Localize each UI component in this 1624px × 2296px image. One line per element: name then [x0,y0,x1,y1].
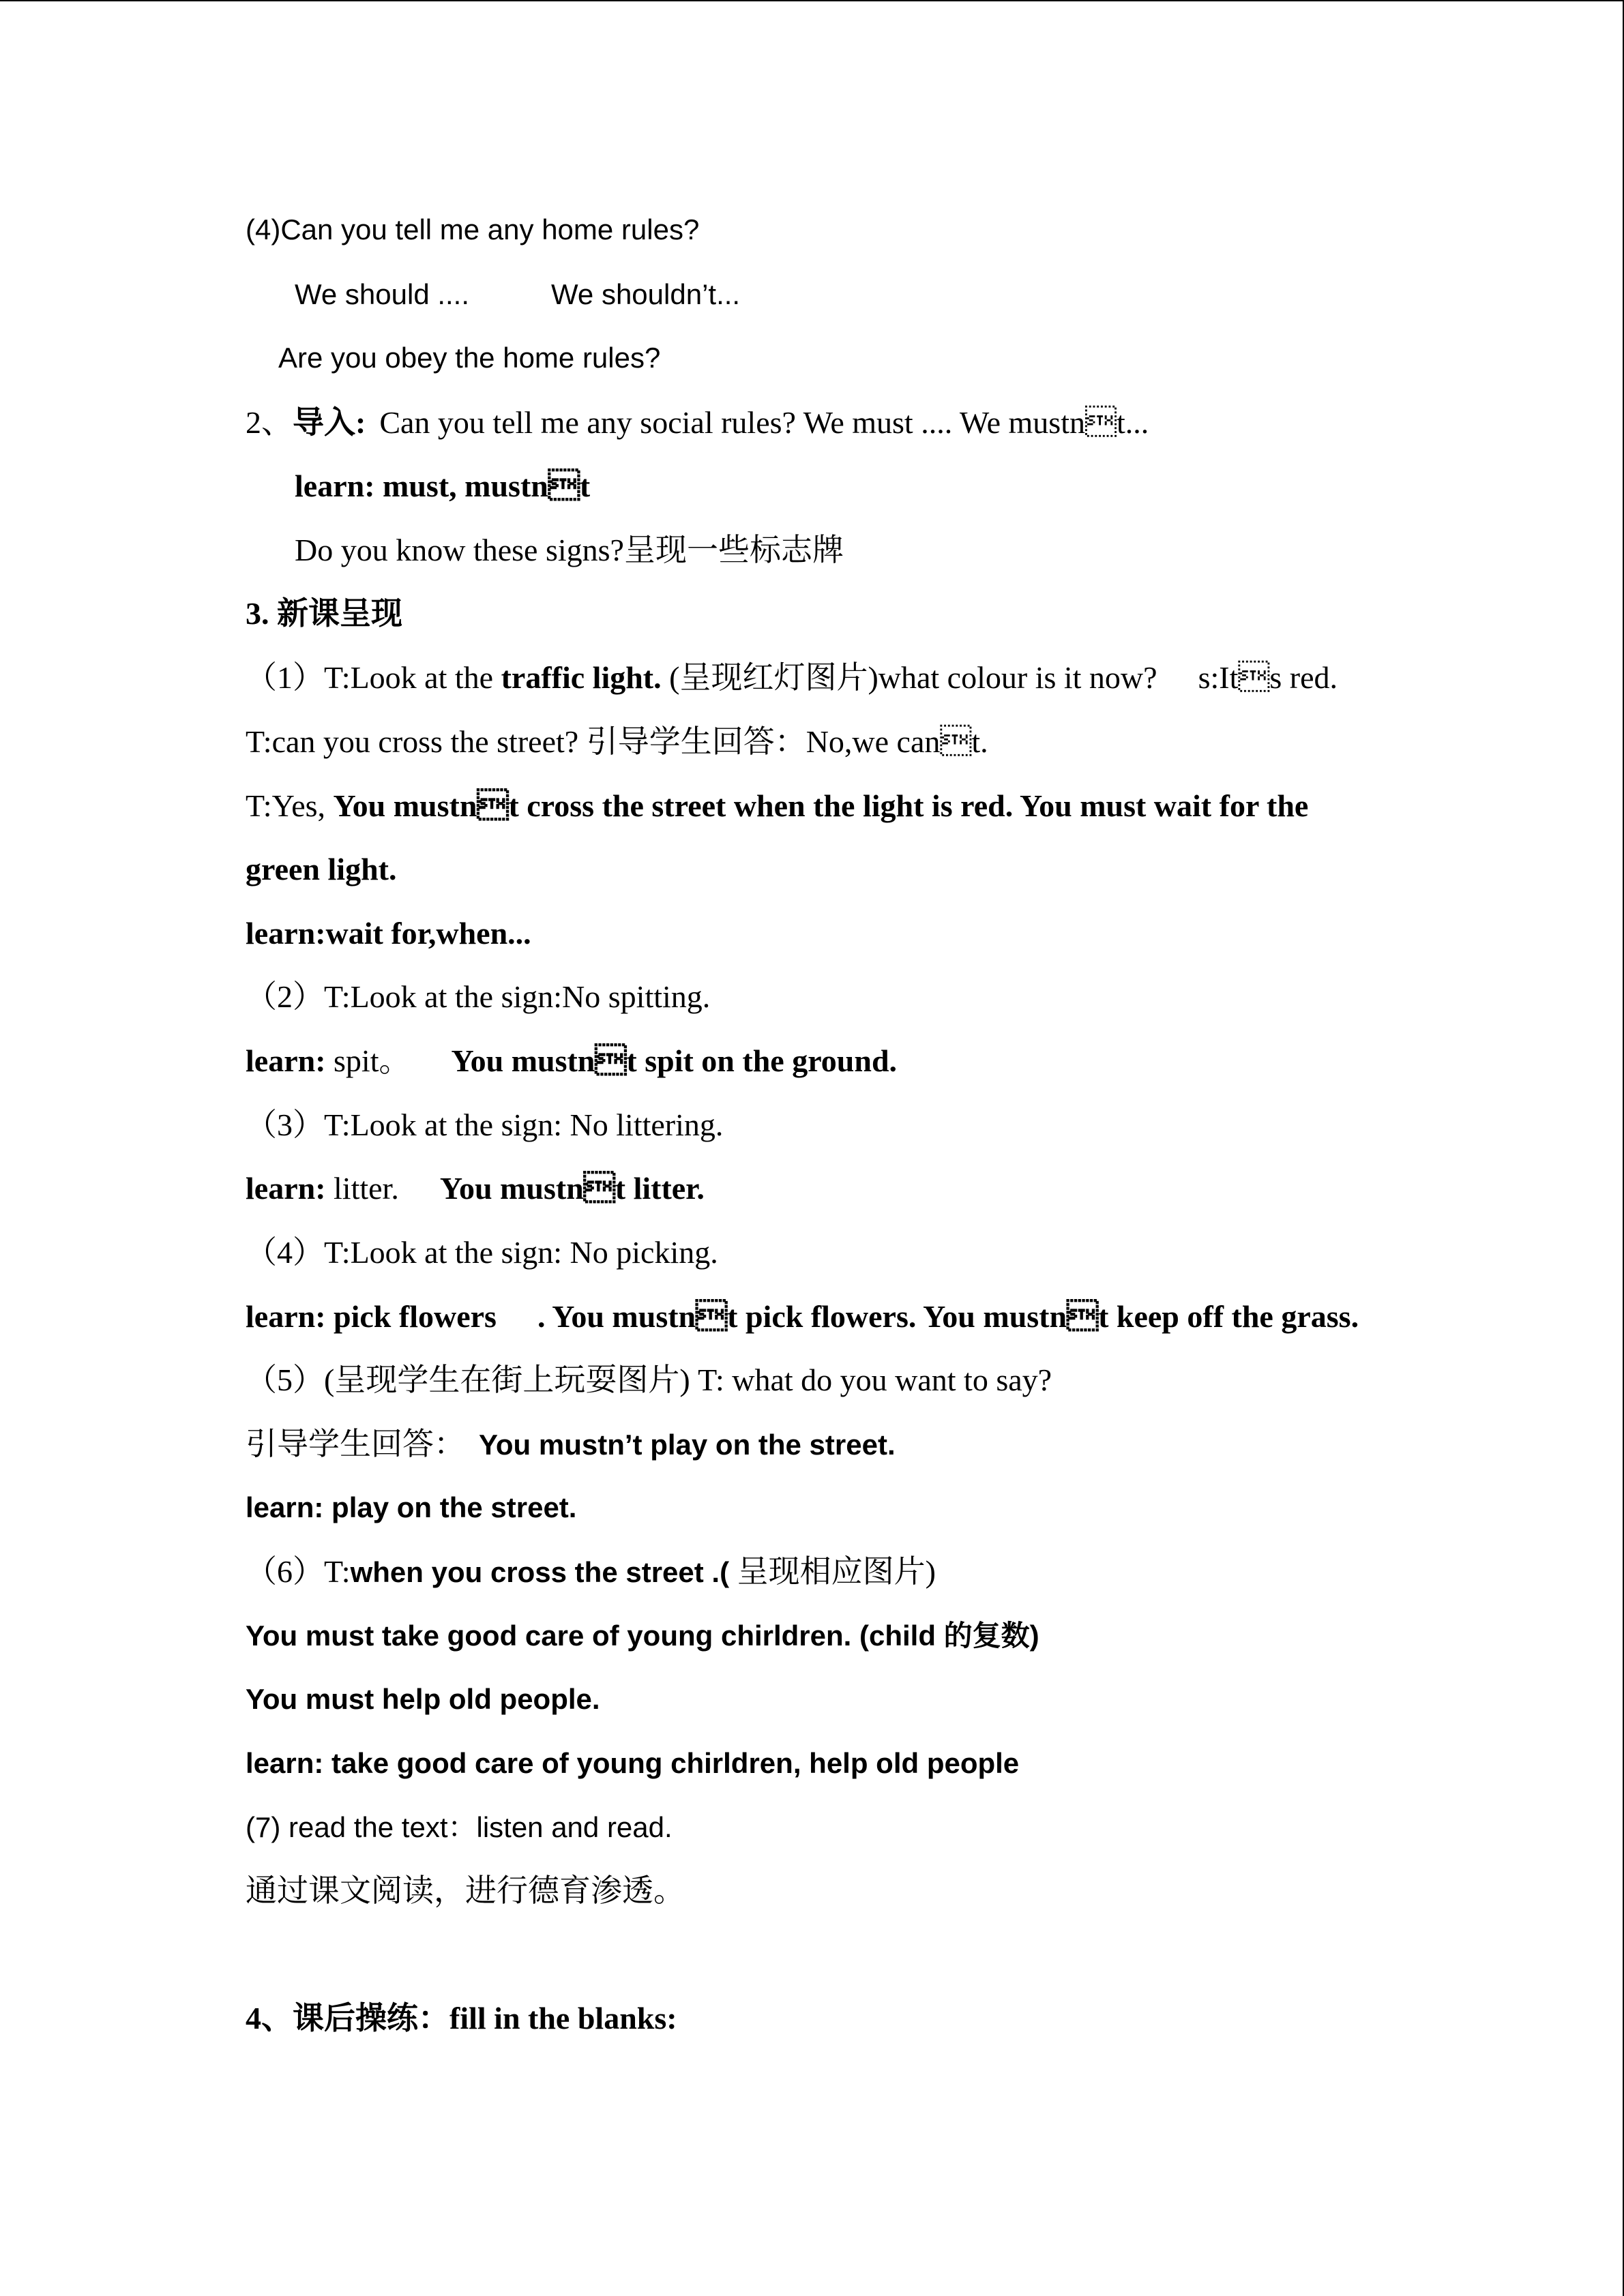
help-old-people: You must help old people. [246,1683,600,1715]
sign-no-littering: （3）T:Look at the sign: No littering. [246,1107,724,1142]
cross-street-prompt: （6）T:when you cross the street .( 呈现相应图片) [246,1554,936,1589]
learn-must-mustnt: learn: must, mustnt [295,468,591,503]
street-play-prompt: （5）(呈现学生在街上玩耍图片) T: what do you want to say? [246,1362,1052,1397]
guide-answer-line: 引导学生回答： You mustn’t play on the street. [246,1427,896,1461]
section-3-heading: 3. 新课呈现 [246,596,402,631]
learn-wait-for: learn:wait for,when... [246,916,531,951]
learn-litter: learn: litter. You mustnt litter. [246,1171,705,1206]
home-rules-question: (4)Can you tell me any home rules? [246,213,700,245]
should-shouldnt-line: We should .... We shouldn’t... [295,278,741,310]
sign-no-spitting: （2）T:Look at the sign:No spitting. [246,979,711,1014]
take-care-children: You must take good care of young chirldren. (child 的复数) [246,1620,1039,1652]
mustnt-cross-line: T:Yes, You mustnt cross the street when the light is red. You must wait for the [246,788,1309,823]
learn-pick-flowers: learn: pick flowers . You mustnt pick flowers. You mustnt keep off the grass. [246,1299,1359,1334]
learn-take-care: learn: take good care of young chirldren, help old people [246,1747,1020,1779]
sign-no-picking: （4）T:Look at the sign: No picking. [246,1235,718,1270]
obey-question: Are you obey the home rules? [278,342,661,374]
signs-question: Do you know these signs?呈现一些标志牌 [295,533,844,567]
moral-education-note: 通过课文阅读，进行德育渗透。 [246,1873,685,1908]
traffic-light-line: （1）T:Look at the traffic light. (呈现红灯图片)what colour is it now? s:Its red. [246,660,1338,695]
section-2-intro: 2、导入: Can you tell me any social rules? We must .... We mustnt... [246,405,1149,440]
learn-spit: learn: spit。 You mustnt spit on the ground. [246,1043,898,1078]
green-light-line: green light. [246,852,397,886]
read-the-text: (7) read the text：listen and read. [246,1811,673,1843]
cross-street-question: T:can you cross the street? 引导学生回答：No,we cant. [246,724,988,759]
learn-play-on-street: learn: play on the street. [246,1491,577,1523]
section-4-heading: 4、课后操练：fill in the blanks: [246,2001,677,2036]
